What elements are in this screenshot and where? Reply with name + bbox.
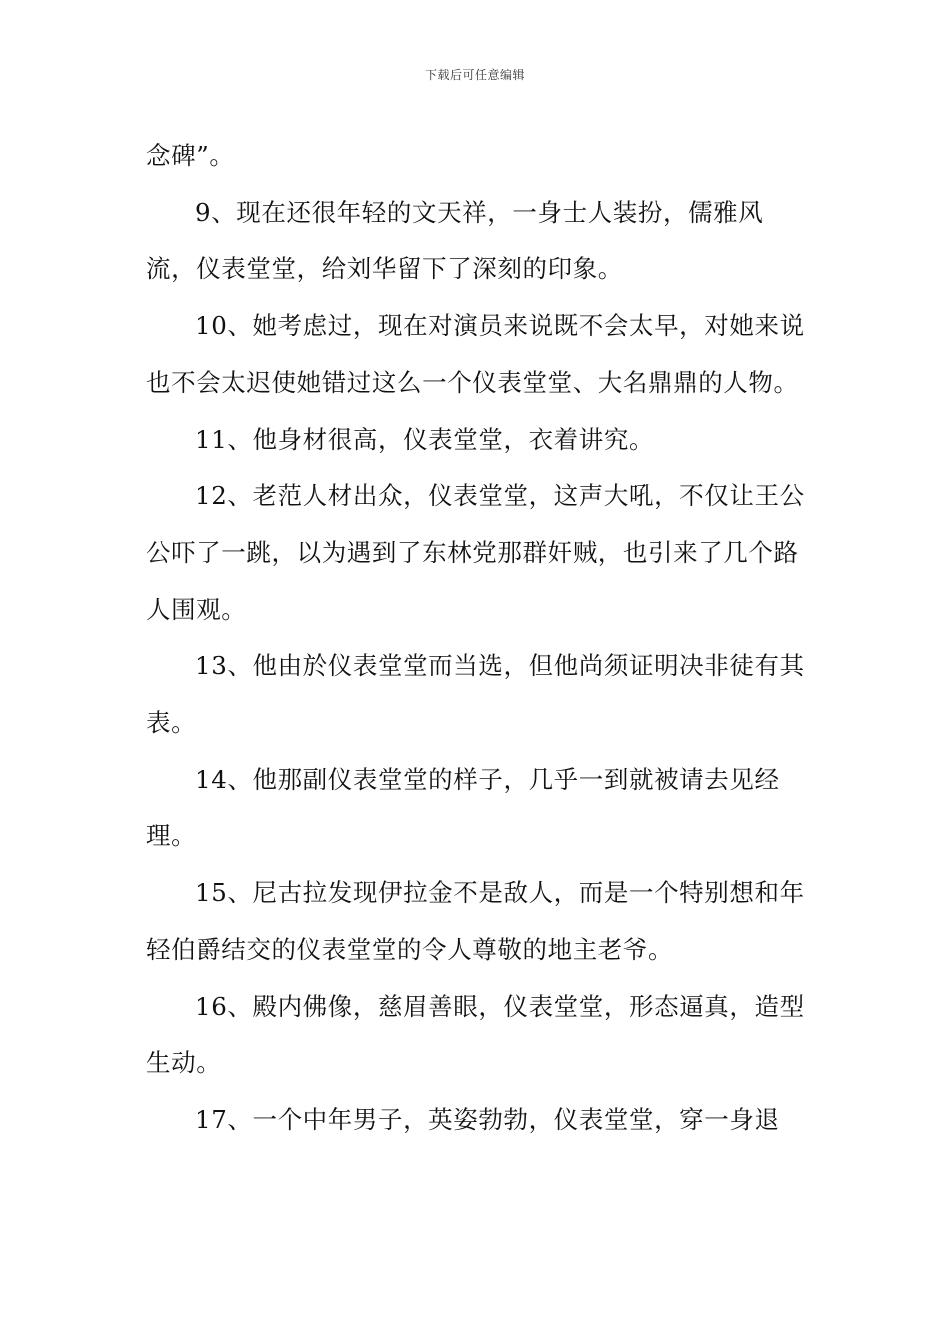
paragraph-item-13: 13、他由於仪表堂堂而当选，但他尚须证明决非徒有其表。 — [146, 651, 805, 738]
paragraph-item-16: 16、殿内佛像，慈眉善眼，仪表堂堂，形态逼真，造型生动。 — [146, 991, 805, 1078]
paragraph-item-9: 9、现在还很年轻的文天祥，一身士人装扮，儒雅风流，仪表堂堂，给刘华留下了深刻的印象。 — [146, 197, 764, 284]
paragraph-item-10: 10、她考虑过，现在对演员来说既不会太早，对她来说也不会太迟使她错过这么一个仪表堂堂、大名鼎鼎的人物。 — [146, 311, 805, 397]
document-body — [146, 128, 810, 1149]
paragraph-item-14: 14、他那副仪表堂堂的样子，几乎一到就被请去见经理。 — [146, 764, 780, 851]
paragraph-continuation: 念碑”。 — [146, 141, 235, 170]
paragraph-item-15: 15、尼古拉发现伊拉金不是敌人，而是一个特别想和年轻伯爵结交的仪表堂堂的令人尊敬的地主老爷。 — [146, 878, 805, 964]
paragraph-item-12: 12、老范人材出众，仪表堂堂，这声大吼，不仅让王公公吓了一跳，以为遇到了东林党那群奸贼，也引来了几个路人围观。 — [146, 481, 805, 624]
page-header: 下载后可任意编辑 — [424, 68, 525, 82]
paragraph-item-11: 11、他身材很高，仪表堂堂，衣着讲究。 — [195, 424, 655, 454]
paragraph-item-17: 17、一个中年男子，英姿勃勃，仪表堂堂，穿一身退 — [195, 1104, 780, 1134]
